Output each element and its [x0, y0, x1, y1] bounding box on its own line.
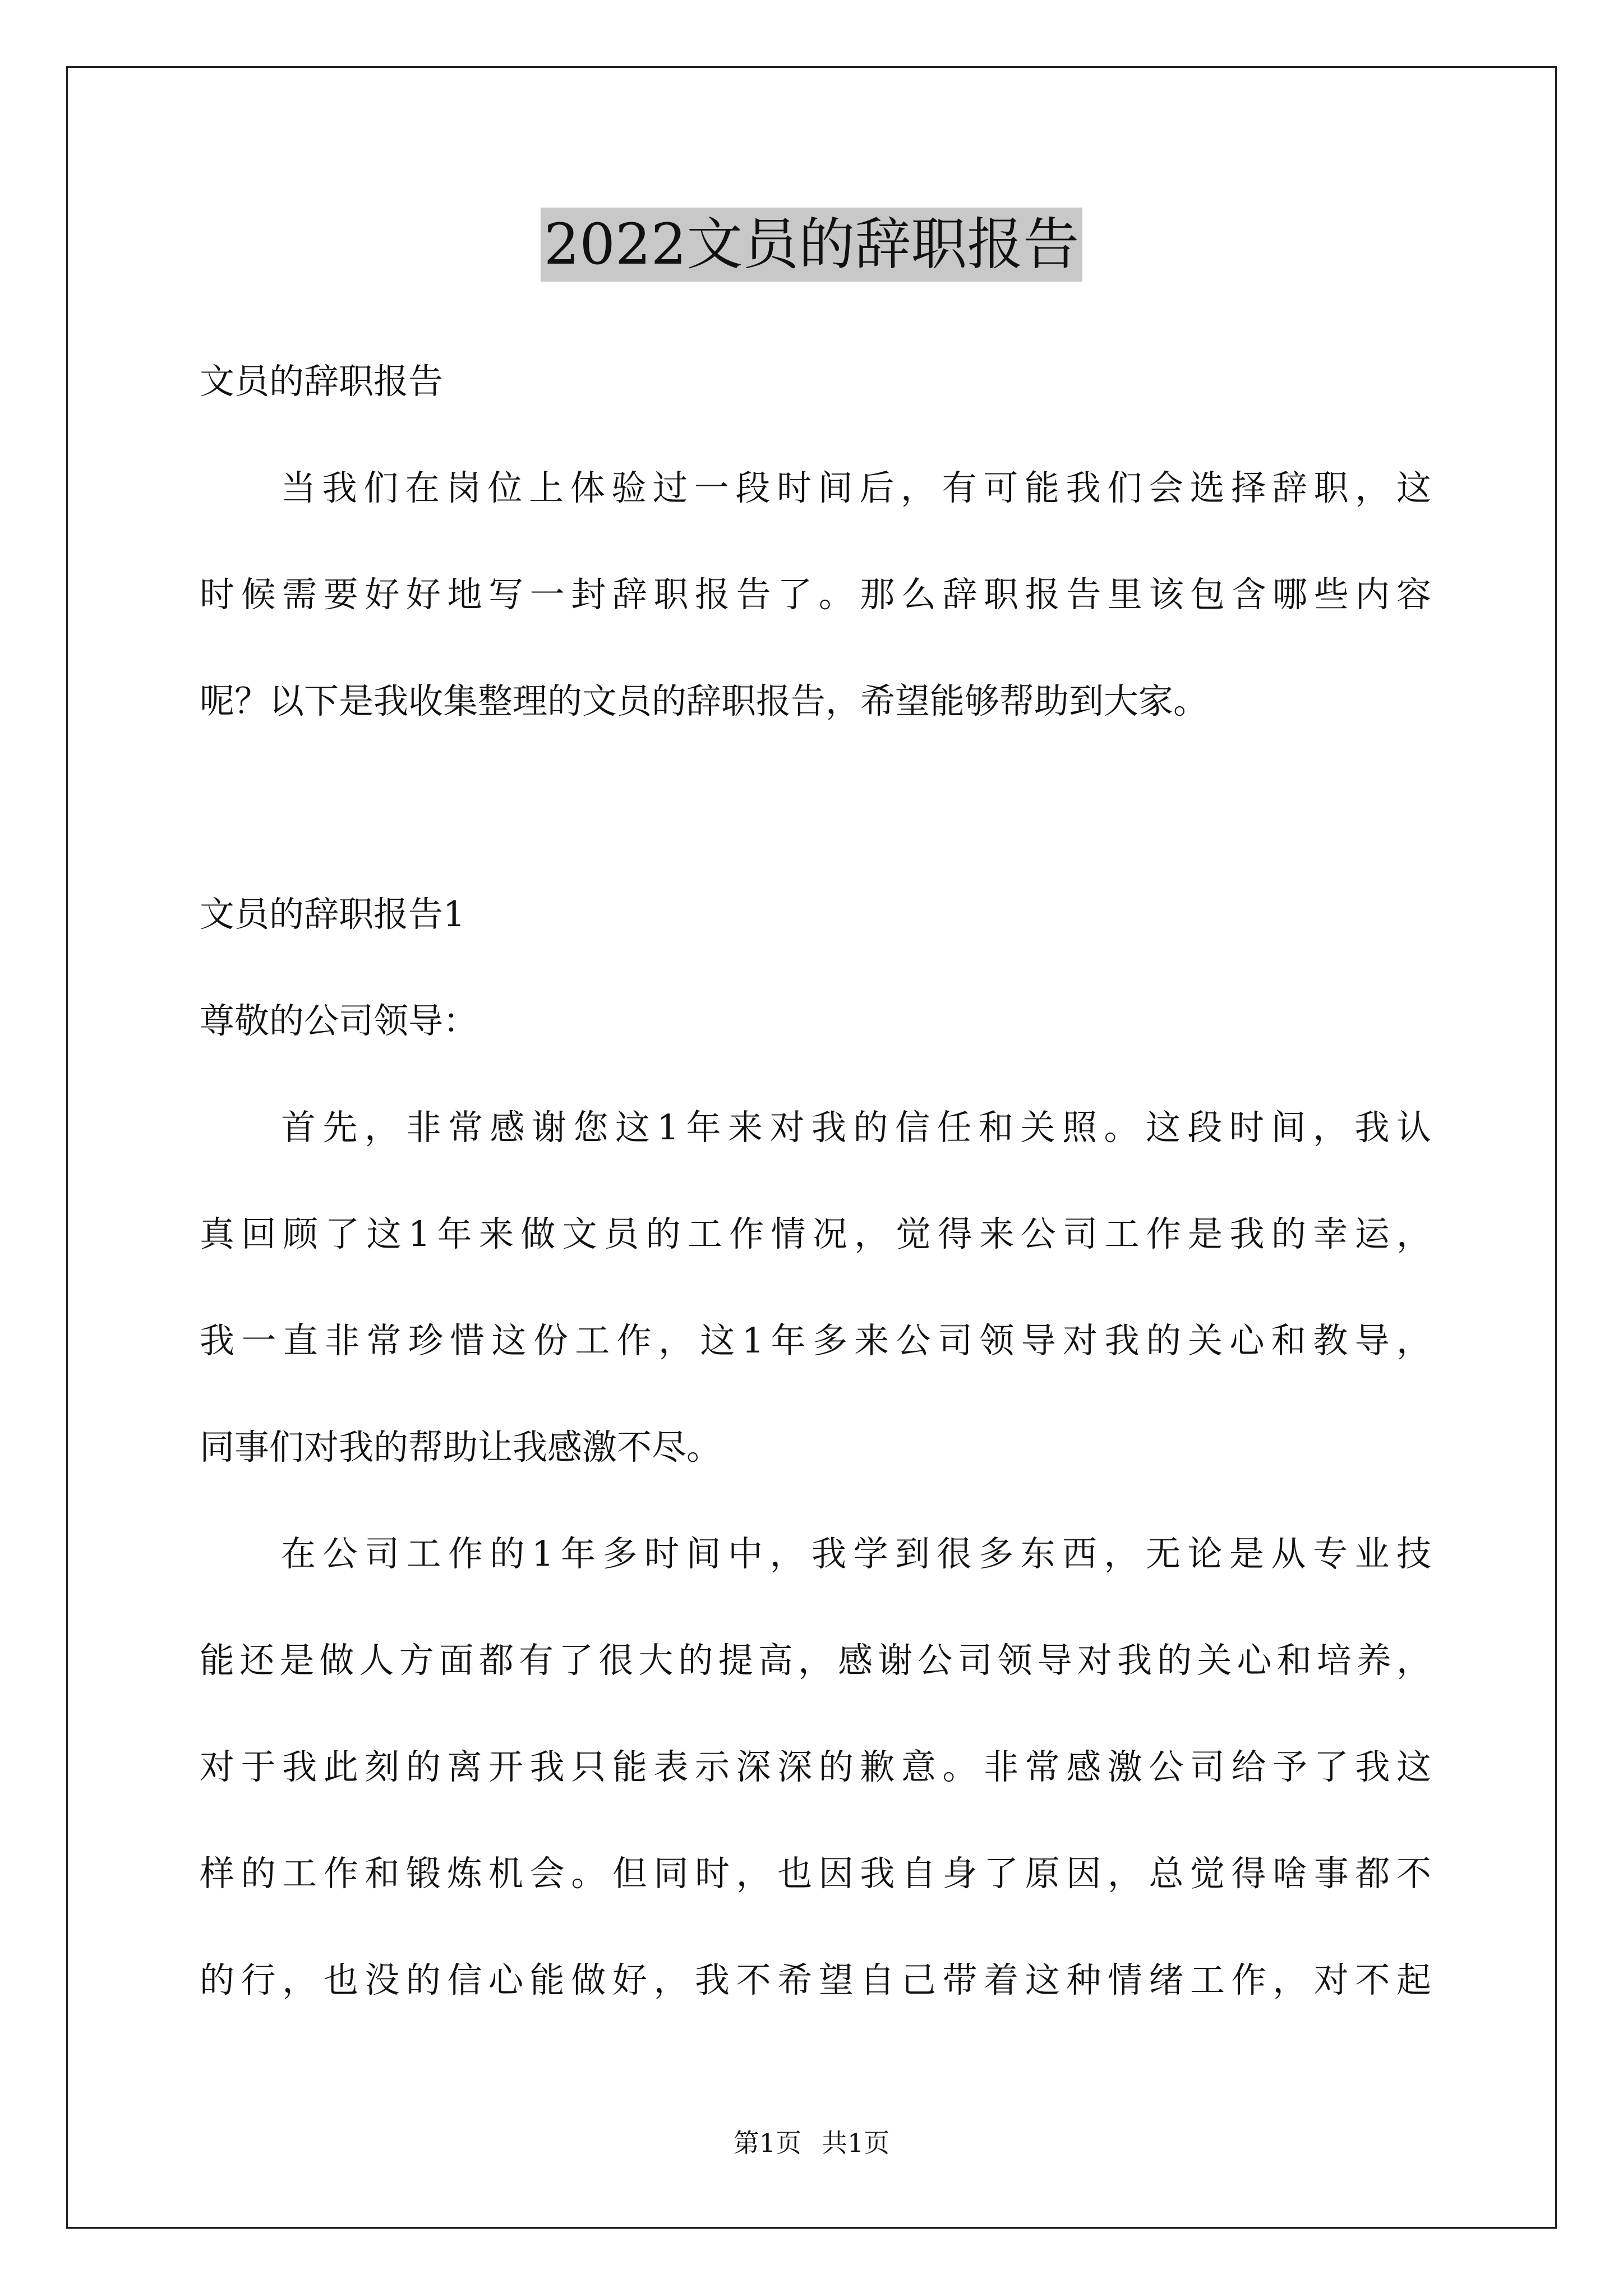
para1-line-1: 首先，非常感谢您这1年来对我的信任和关照。这段时间，我认	[281, 1107, 1431, 1148]
para1-line-4: 同事们对我的帮助让我感激不尽。	[200, 1427, 722, 1467]
intro-line-1: 当我们在岗位上体验过一段时间后，有可能我们会选择辞职，这	[281, 467, 1431, 508]
title-container	[0, 208, 1623, 282]
para2-line-1: 在公司工作的1年多时间中，我学到很多东西，无论是从专业技	[281, 1533, 1431, 1574]
para2-line-4: 样的工作和锻炼机会。但同时，也因我自身了原因，总觉得啥事都不	[200, 1853, 1431, 1894]
salutation: 尊敬的公司领导：	[200, 1000, 478, 1041]
subtitle: 文员的辞职报告	[200, 361, 444, 402]
page-total: 共1页	[822, 2128, 890, 2158]
document-title: 2022文员的辞职报告	[541, 208, 1083, 282]
para2-line-2: 能还是做人方面都有了很大的提高，感谢公司领导对我的关心和培养，	[200, 1640, 1431, 1681]
para1-line-2: 真回顾了这1年来做文员的工作情况，觉得来公司工作是我的幸运，	[200, 1213, 1431, 1254]
page-number: 第1页	[733, 2128, 801, 2158]
para2-line-5: 的行，也没的信心能做好，我不希望自己带着这种情绪工作，对不起	[200, 1959, 1431, 2000]
para2-line-3: 对于我此刻的离开我只能表示深深的歉意。非常感激公司给予了我这	[200, 1746, 1431, 1787]
intro-line-2: 时候需要好好地写一封辞职报告了。那么辞职报告里该包含哪些内容	[200, 574, 1431, 615]
page-footer	[0, 2126, 1623, 2160]
para1-line-3: 我一直非常珍惜这份工作，这1年多来公司领导对我的关心和教导，	[200, 1320, 1431, 1361]
intro-line-3: 呢？以下是我收集整理的文员的辞职报告，希望能够帮助到大家。	[200, 680, 1209, 721]
section-title: 文员的辞职报告1	[200, 894, 465, 935]
